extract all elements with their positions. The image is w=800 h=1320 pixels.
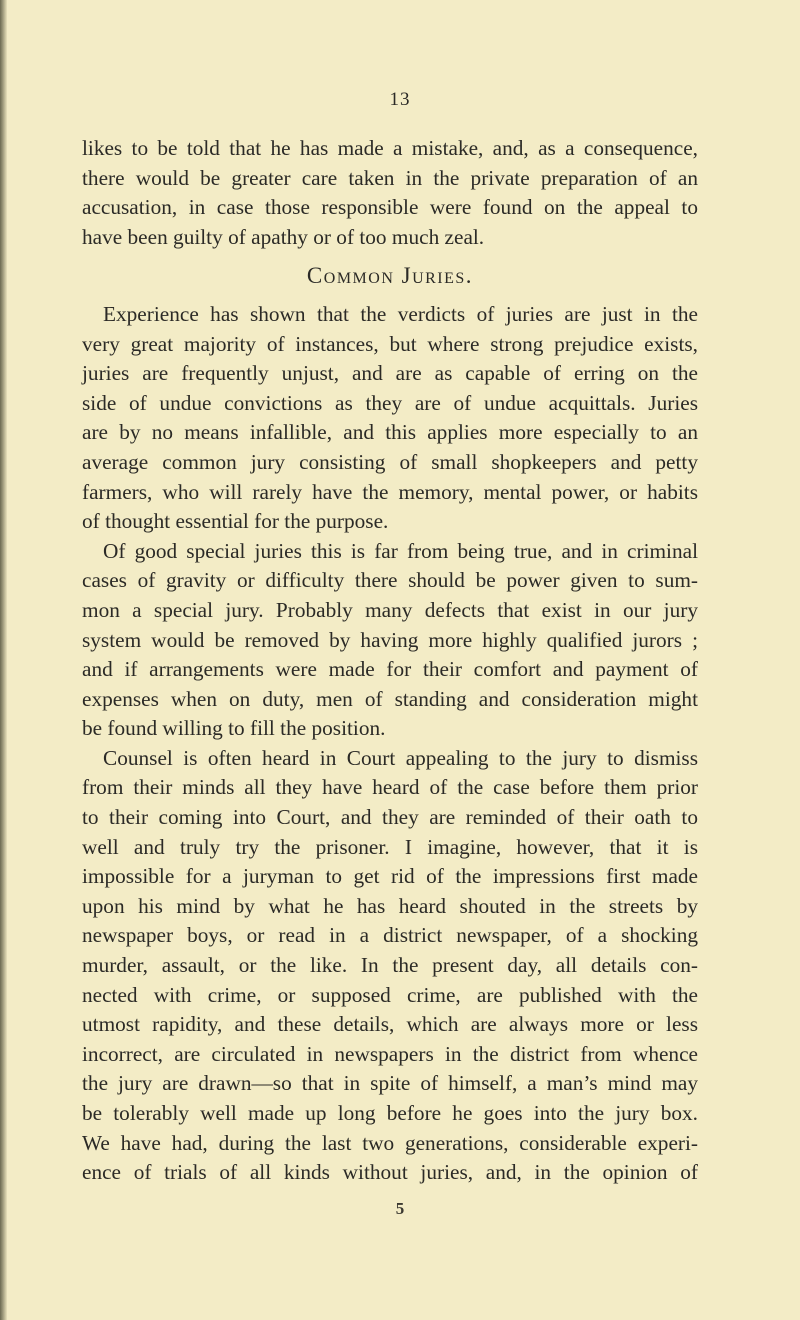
text-line: Counsel is often heard in Court appealing to the jury to dismiss <box>103 745 698 770</box>
text-line: juries are frequently unjust, and are as capable of erring on the <box>82 361 698 386</box>
text-line: utmost rapidity, and these details, which are always more or less <box>82 1012 698 1037</box>
text-line: upon his mind by what he has heard shouted in the streets by <box>82 893 698 918</box>
text-line: of thought essential for the purpose. <box>82 509 389 534</box>
printer-signature-mark: 5 <box>395 1199 405 1218</box>
text-line: from their minds all they have heard of the case before them prior <box>82 775 698 800</box>
text-line: ence of trials of all kinds without juries, and, in the opinion of <box>82 1160 698 1185</box>
text-line: farmers, who will rarely have the memory, mental power, or habits <box>82 479 698 504</box>
text-line: mon a special jury. Probably many defects that exist in our jury <box>82 597 698 622</box>
text-line: murder, assault, or the like. In the present day, all details con- <box>82 953 698 978</box>
text-line: there would be greater care taken in the private preparation of an <box>82 165 698 190</box>
text-line: and if arrangements were made for their comfort and payment of <box>82 657 698 682</box>
text-line: system would be removed by having more highly qualified jurors ; <box>82 627 698 652</box>
text-line: cases of gravity or difficulty there should be power given to sum- <box>82 568 698 593</box>
text-line: accusation, in case those responsible were found on the appeal to <box>82 195 698 220</box>
page-number: 13 <box>389 89 411 110</box>
text-line: We have had, during the last two generations, considerable experi- <box>82 1130 698 1155</box>
text-line: have been guilty of apathy or of too much zeal. <box>82 224 485 249</box>
text-line: very great majority of instances, but where strong prejudice exists, <box>82 331 698 356</box>
paragraph-1 <box>82 134 698 252</box>
text-line: be tolerably well made up long before he goes into the jury box. <box>82 1101 698 1125</box>
text-line: be found willing to fill the position. <box>82 716 386 741</box>
body-text <box>82 134 698 1188</box>
text-line: to their coming into Court, and they are reminded of their oath to <box>82 805 698 830</box>
text-line: the jury are drawn—so that in spite of himself, a man’s mind may <box>82 1071 698 1096</box>
text-line: likes to be told that he has made a mistake, and, as a consequence, <box>82 136 698 160</box>
paragraph-2 <box>82 300 698 537</box>
text-line: are by no means infallible, and this applies more especially to an <box>82 420 698 445</box>
paragraph-3 <box>82 537 698 744</box>
text-line: side of undue convictions as they are of undue acquittals. Juries <box>82 390 698 415</box>
text-line: nected with crime, or supposed crime, are published with the <box>82 982 698 1007</box>
text-line: expenses when on duty, men of standing and consideration might <box>82 686 698 711</box>
text-line: average common jury consisting of small shopkeepers and petty <box>82 449 698 474</box>
section-heading: Common Juries. <box>306 263 474 289</box>
text-line: newspaper boys, or read in a district newspaper, of a shocking <box>82 923 698 948</box>
text-line: impossible for a juryman to get rid of the impressions first made <box>82 864 698 889</box>
page-binding-edge <box>0 0 7 1320</box>
text-line: Of good special juries this is far from being true, and in criminal <box>103 538 698 563</box>
text-line: Experience has shown that the verdicts of juries are just in the <box>103 301 698 326</box>
text-line: incorrect, are circulated in newspapers in the district from whence <box>82 1041 698 1066</box>
paragraph-4 <box>82 744 698 1188</box>
text-line: well and truly try the prisoner. I imagine, however, that it is <box>82 834 698 859</box>
